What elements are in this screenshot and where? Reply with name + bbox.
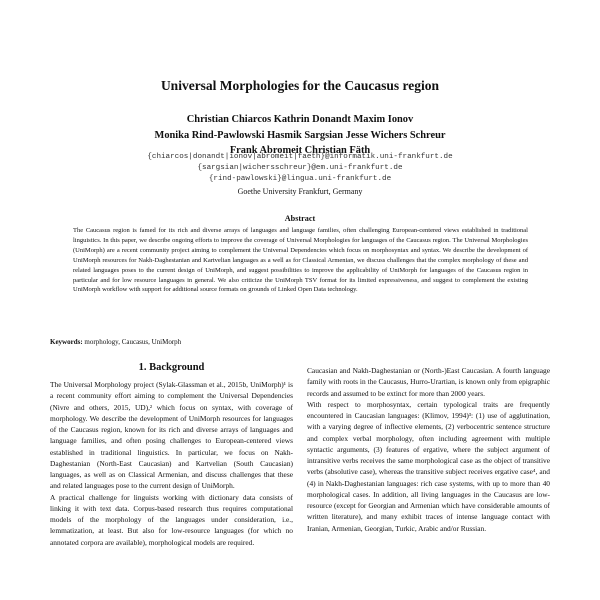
email-line: {sargsian|wichersschreur}@em.uni-frankfurt.de xyxy=(197,164,403,173)
author-line: Christian Chiarcos Kathrin Donandt Maxim Ionov xyxy=(186,114,414,125)
email-line: {rind-pawlowski}@lingua.uni-frankfurt.de xyxy=(208,175,392,184)
keywords-text: morphology, Caucasus, UniMorph xyxy=(84,338,182,346)
author-line: Monika Rind-Pawlowski Hasmik Sargsian Jesse Wichers Schreur xyxy=(154,129,446,141)
paragraph: A practical challenge for linguists working with dictionary data consists of linking it with text data. Corpus-based research thus requires computational models of the morphology of the languages under consideration, i.e., lemmatization, at least. But also for low-resource languages (for which no annotated corpora are available), morphological models are required. xyxy=(50,492,293,547)
section-heading: 1. Background xyxy=(138,362,205,373)
email-list xyxy=(0,152,600,186)
body-column-left xyxy=(50,379,293,548)
keywords-label: Keywords: xyxy=(50,338,83,346)
paper-title: Universal Morphologies for the Caucasus region xyxy=(160,78,440,93)
abstract-body: The Caucasus region is famed for its rich and diverse arrays of languages and language families, often challenging European-centered views established in traditional linguistics. In this paper, we describe ongoing efforts to improve the coverage of Universal Morphologies for languages of the Caucasus region. The Universal Morphologies (UniMorph) are a recent community project aiming to complement the Universal Dependencies which focus on morphosyntax and syntax. We describe the development of UniMorph resources for Nakh-Daghestanian and Kartvelian languages as a well as for Classical Armenian, we discuss challenges that the complex morphology of these and related languages poses to the current design of UniMorph, and suggest possibilities to improve the applicability of UniMorph for languages of the Caucasus region in particular and for low resource languages in general. We also criticize the UniMorph TSV format for its limited expressiveness, and suggest to complement the existing UniMorph workflow with support for additional source formats on grounds of Linked Open Data technology. xyxy=(73,227,528,294)
abstract-heading: Abstract xyxy=(284,214,316,223)
keywords xyxy=(50,338,550,346)
paragraph: The Universal Morphology project (Sylak-Glassman et al., 2015b, UniMorph)¹ is a recent community effort aiming to complement the Universal Dependencies (Nivre and others, 2015, UD),² which focus on syntax, with coverage of morphology. We describe the development of UniMorph resources for languages of the Caucasus region, known for its rich and diverse arrays of languages and language families, and often posing challenges to European-centered views established in traditional linguistics. In particular, we focus on Nakh-Daghestanian (North-East Caucasian) and Kartvelian (South Caucasian) languages, as well as on Classical Armenian, and discuss challenges that these and related languages pose to the current design of UniMorph. xyxy=(50,380,293,491)
email-line: {chiarcos|donandt|ionov|abromeit|faeth}@informatik.uni-frankfurt.de xyxy=(147,153,453,161)
body-column-right xyxy=(307,365,550,534)
paragraph: Caucasian and Nakh-Daghestanian or (North-)East Caucasian. A fourth language family with roots in the Caucasus, Hurro-Urartian, is known only from epigraphic records and assumed to be extinct for more than 2000 years. xyxy=(307,366,550,398)
author-line: Frank Abromeit Christian Fäth xyxy=(229,145,371,156)
paragraph: With respect to morphosyntax, certain typological traits are frequently encountered in Caucasian languages: (Klimov, 1994)³: (1) use of agglutination, with a varying degree of inflective elements, (2) verbocentric sentence structure and complex verbal morphology, often including agreement with multiple syntactic arguments, (3) features of ergative, where the subject argument of intransitive verbs receives the same morphological case as the object of transitive verbs (absolutive case), whereas the transitive subject receives ergative case⁴, and (4) in Nakh-Daghestanian languages: rich case systems, with up to more than 40 morphological cases. In addition, all living languages in the Caucasus are low-resource (except for Georgian and Armenian which have considerable amounts of written literature), and many exhibit traces of intense language contact with Iranian, Armenian, Georgian, Turkic, Arabic and/or Russian. xyxy=(307,399,550,533)
affiliation: Goethe University Frankfurt, Germany xyxy=(237,187,363,196)
